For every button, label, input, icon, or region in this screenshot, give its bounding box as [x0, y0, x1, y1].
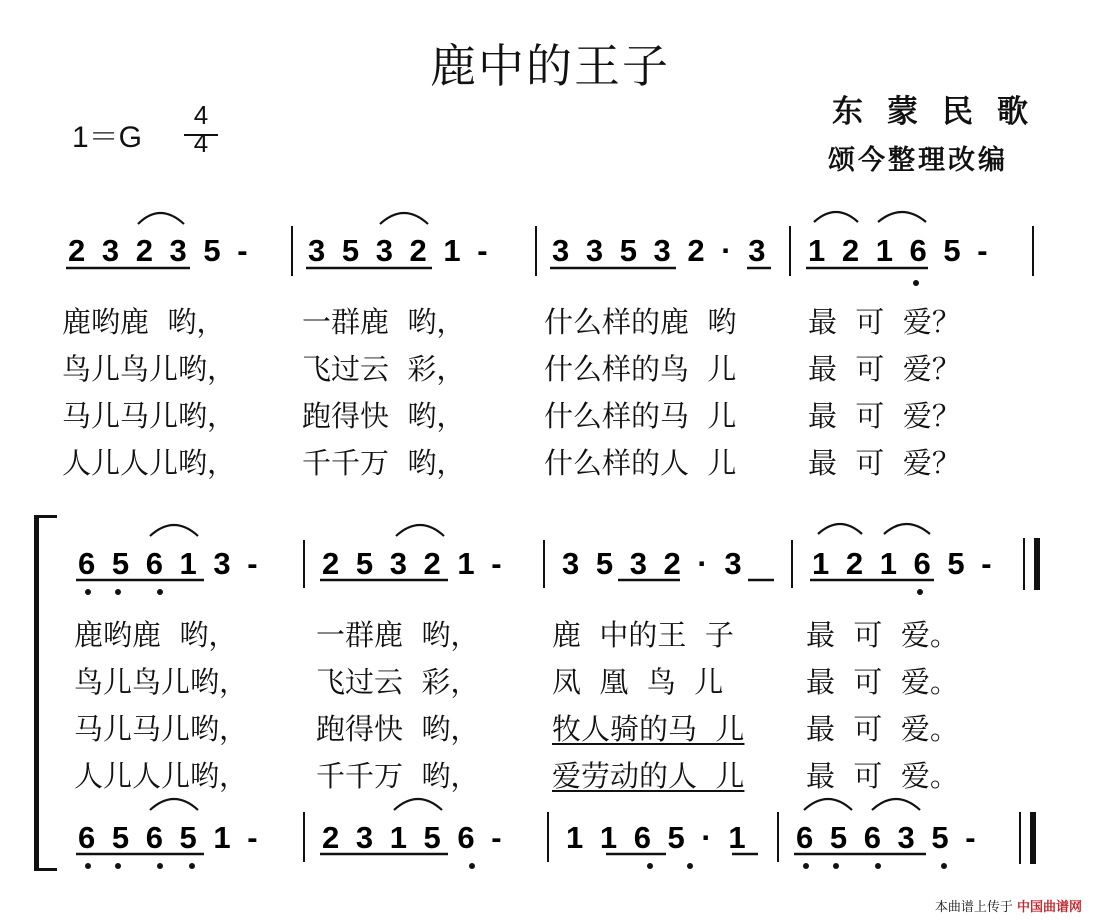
footer-prefix: 本曲谱上传于 [934, 900, 1013, 915]
lyric-3-4: 最 可 爱？ [808, 399, 961, 433]
footer-credit [935, 896, 1082, 915]
page-title: 鹿中的王子 [430, 39, 670, 93]
lyric-1-3: 什么样的鹿 哟 [544, 305, 737, 339]
measure-11: 1 1 6 5 · 1 [566, 820, 750, 855]
lyric-3-3: 什么样的马 儿 [544, 399, 737, 433]
lyric-6-1: 鸟儿鸟儿哟， [74, 665, 249, 699]
measure-9: 6 5 6 5 1 - [78, 820, 262, 855]
lyric-2-4: 最 可 爱？ [808, 352, 961, 386]
measure-4: 1 2 1 6 5 - [808, 233, 992, 268]
lyric-7-4: 最 可 爱。 [806, 712, 959, 746]
measure-7: 3 5 3 2 · 3 [562, 546, 746, 581]
lyric-4-3: 什么样的人 儿 [544, 446, 737, 480]
measure-10: 2 3 1 5 6 - [322, 820, 506, 855]
lyric-1-1: 鹿哟鹿 哟， [62, 305, 226, 339]
lyric-5-2: 一群鹿 哟， [316, 618, 480, 652]
measure-5: 6 5 6 1 3 - [78, 546, 262, 581]
lyric-6-3: 凤 凰 鸟 儿 [552, 665, 724, 699]
lyric-7-1: 马儿马儿哟， [74, 712, 249, 746]
lyric-8-4: 最 可 爱。 [806, 759, 959, 793]
lyric-5-3: 鹿 中的王 子 [552, 618, 734, 652]
site-logo[interactable]: 中国曲谱网 [1016, 900, 1082, 915]
song-origin: 东蒙民歌 [832, 94, 1052, 130]
key-signature: 1＝G [72, 121, 143, 154]
lyric-3-1: 马儿马儿哟， [62, 399, 237, 433]
lyric-6-2: 飞过云 彩， [316, 665, 480, 699]
measure-12: 6 5 6 3 5 - [796, 820, 980, 855]
lyric-7-2: 跑得快 哟， [316, 712, 480, 746]
lyric-8-1: 人儿人儿哟， [74, 759, 249, 793]
measure-1: 2 3 2 3 5 - [68, 233, 252, 268]
lyric-2-1: 鸟儿鸟儿哟， [62, 352, 237, 386]
lyric-1-2: 一群鹿 哟， [302, 305, 466, 339]
measure-3: 3 3 5 3 2 · 3 [552, 233, 770, 268]
lyric-2-2: 飞过云 彩， [302, 352, 466, 386]
staff-3-notes [78, 820, 980, 855]
lyric-1-4: 最 可 爱？ [808, 305, 961, 339]
lyric-5-4: 最 可 爱。 [806, 618, 959, 652]
lyric-4-4: 最 可 爱？ [808, 446, 961, 480]
measure-6: 2 5 3 2 1 - [322, 546, 506, 581]
measure-2: 3 5 3 2 1 - [308, 233, 492, 268]
time-signature-denominator: 4 [193, 128, 209, 158]
lyric-7-3: 牧人骑的马 儿 [552, 712, 745, 746]
measure-8: 1 2 1 6 5 - [812, 546, 996, 581]
time-signature-numerator: 4 [193, 100, 209, 130]
song-arranger: 颂今整理改编 [828, 145, 1008, 176]
lyric-2-3: 什么样的鸟 儿 [544, 352, 737, 386]
lyric-3-2: 跑得快 哟， [302, 399, 466, 433]
lyric-8-3: 爱劳动的人 儿 [552, 759, 745, 793]
lyric-5-1: 鹿哟鹿 哟， [74, 618, 238, 652]
lyric-4-1: 人儿人儿哟， [62, 446, 237, 480]
lyric-8-2: 千千万 哟， [316, 759, 480, 793]
lyric-4-2: 千千万 哟， [302, 446, 466, 480]
lyric-6-4: 最 可 爱。 [806, 665, 959, 699]
